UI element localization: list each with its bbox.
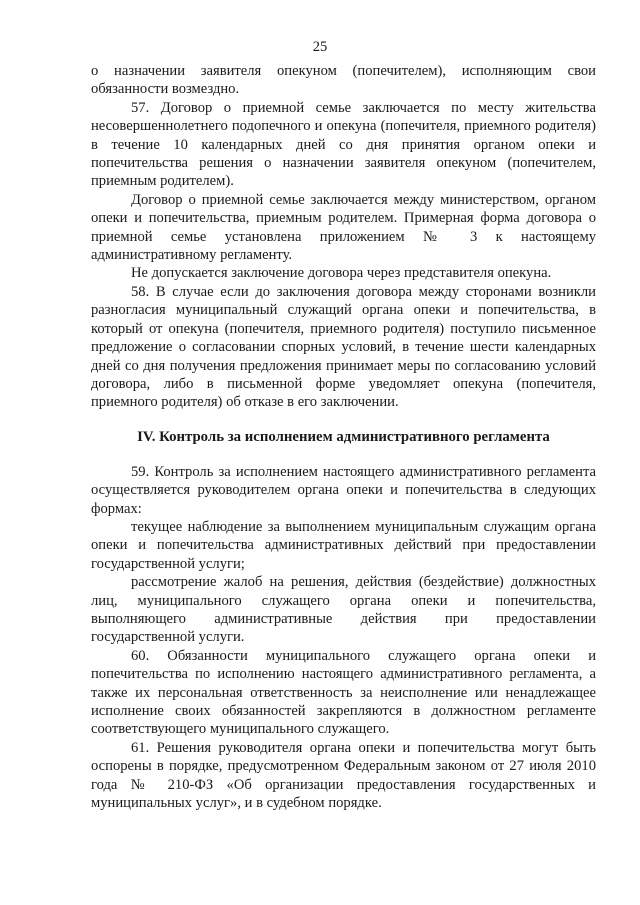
paragraph-58: 58. В случае если до заключения договора между сторонами возникли разногласия муниципальный служащий органа опеки и попечительства, в который от опекуна (попечителя, приемного родителя) поступило письменное предложение о согласовании спорных условий, в течение шести календарных дней со дня получения предложения принимает меры по согласованию условий договора, либо в письменной форме уведомляет опекуна (попечителя, приемного родителя) об отказе в его заключении.: [91, 283, 596, 411]
paragraph-foster-contract-parties: Договор о приемной семье заключается между министерством, органом опеки и попечительства, приемным родителем. Примерная форма договора о приемной семье установлена приложением № 3 к настоящему административному регламенту.: [91, 191, 596, 264]
paragraph-60: 60. Обязанности муниципального служащего органа опеки и попечительства по исполнению настоящего административного регламента, а также их персональная ответственность за неисполнение или ненадлежащее исполнение своих обязанностей закрепляются в должностном регламенте соответствующего муниципального служащего.: [91, 647, 596, 738]
paragraph-61: 61. Решения руководителя органа опеки и попечительства могут быть оспорены в порядке, предусмотренном Федеральным законом от 27 июля 2010 года № 210-ФЗ «Об организации предоставления государственных и муниципальных услуг», и в судебном порядке.: [91, 739, 596, 812]
page-number: 25: [312, 39, 328, 55]
document-body: [91, 62, 596, 812]
paragraph-current-monitoring: текущее наблюдение за выполнением муниципальным служащим органа опеки и попечительства административных действий при предоставлении государственной услуги;: [91, 518, 596, 572]
paragraph-no-representative: Не допускается заключение договора через представителя опекуна.: [131, 265, 552, 282]
paragraph-59: 59. Контроль за исполнением настоящего административного регламента осуществляется руководителем органа опеки и попечительства в следующих формах:: [91, 463, 596, 517]
paragraph-complaints-review: рассмотрение жалоб на решения, действия (бездействие) должностных лиц, муниципального служащего органа опеки и попечительства, выполняющего административные действия при предоставлении государственной услуги.: [91, 574, 596, 646]
paragraph-continuation: о назначении заявителя опекуном (попечителем), исполняющим свои обязанности возмездно.: [91, 63, 596, 98]
section-heading: IV. Контроль за исполнением административного регламента: [137, 428, 550, 445]
paragraph-57: 57. Договор о приемной семье заключается по месту жительства несовершеннолетнего подопечного и опекуна (попечителя, приемного родителя) в течение 10 календарных дней со дня принятия органом опеки и попечительства решения о назначении заявителя опекуном (попечителем, приемным родителем).: [91, 99, 596, 190]
